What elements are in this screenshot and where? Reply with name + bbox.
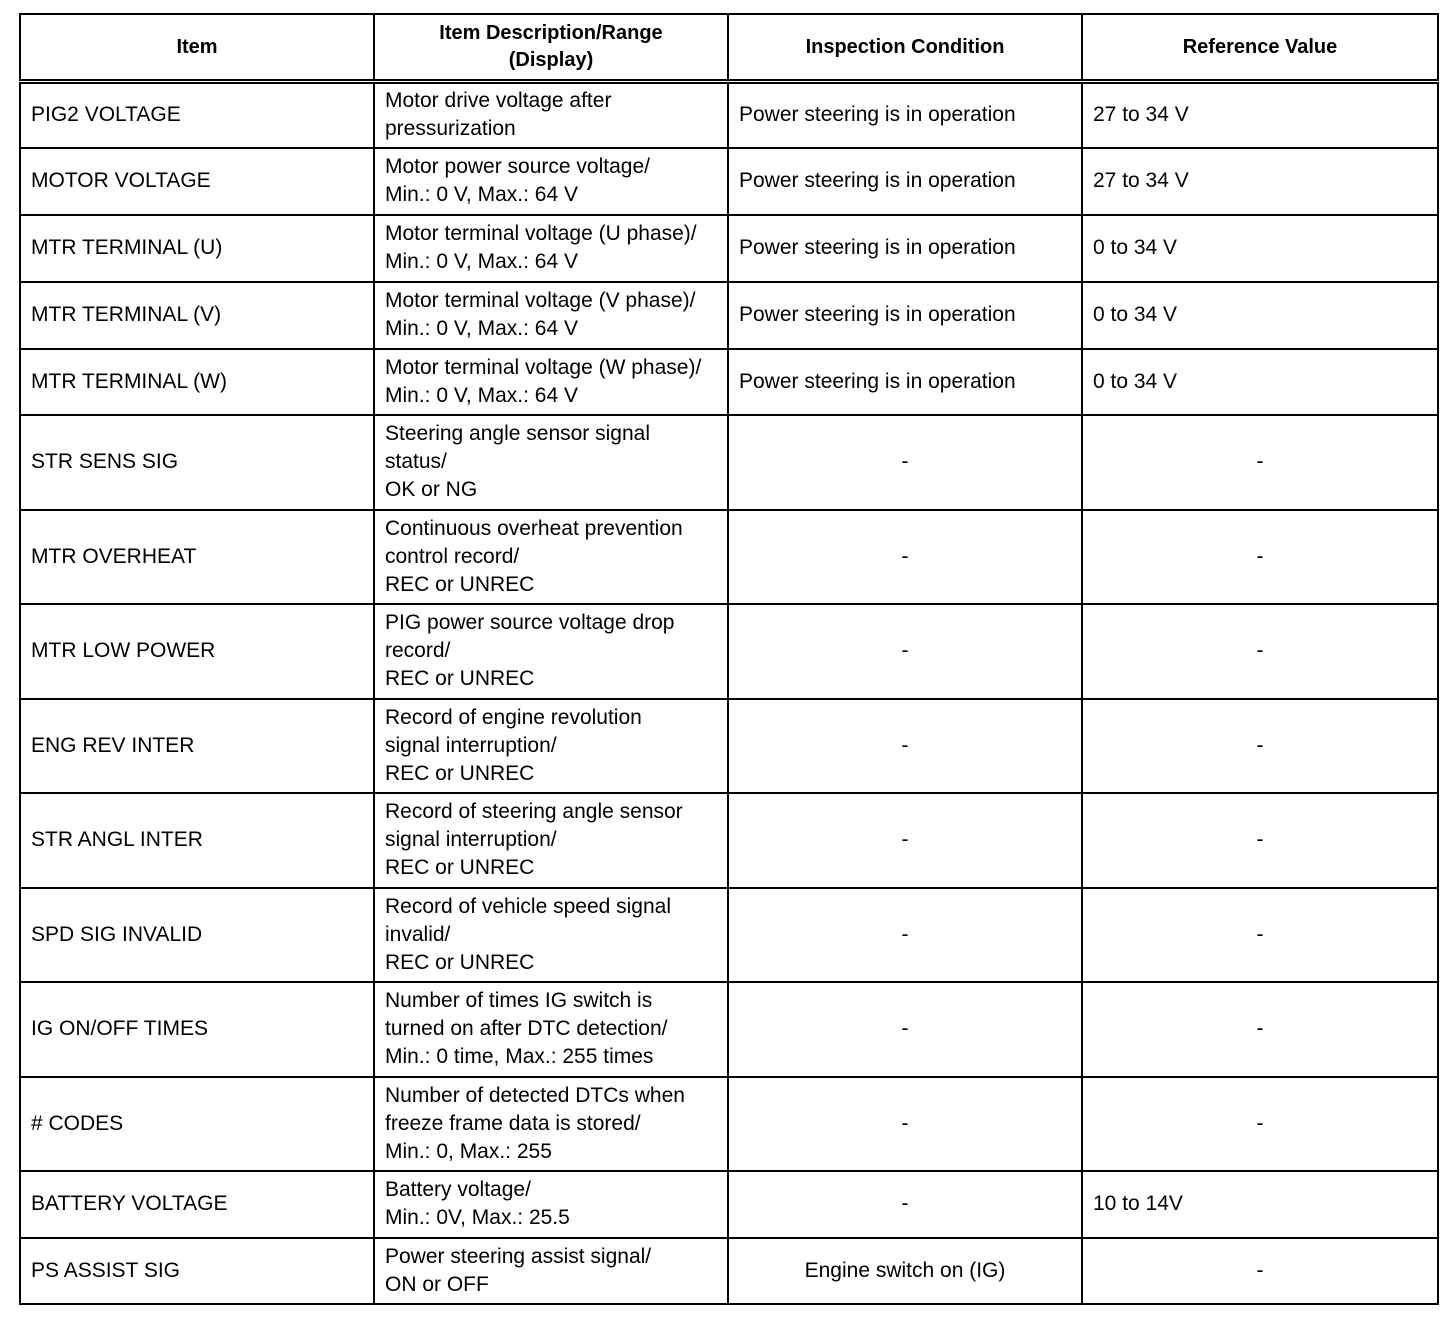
condition-cell: - — [728, 888, 1082, 982]
reference-value-cell: - — [1082, 982, 1438, 1077]
item-cell: MTR TERMINAL (V) — [20, 282, 374, 349]
reference-value-cell: 0 to 34 V — [1082, 349, 1438, 415]
data-table — [19, 13, 1439, 1305]
condition-cell: Engine switch on (IG) — [728, 1238, 1082, 1304]
reference-value-cell: 10 to 14V — [1082, 1171, 1438, 1238]
item-cell: PS ASSIST SIG — [20, 1238, 374, 1304]
reference-value-cell: 27 to 34 V — [1082, 148, 1438, 215]
item-cell: MOTOR VOLTAGE — [20, 148, 374, 215]
description-cell: Record of engine revolution signal interruption/ REC or UNREC — [374, 699, 728, 793]
condition-cell: Power steering is in operation — [728, 148, 1082, 215]
table-row — [20, 510, 1438, 604]
table-row — [20, 699, 1438, 793]
condition-cell: - — [728, 1077, 1082, 1171]
reference-value-cell: 27 to 34 V — [1082, 82, 1438, 148]
table-row — [20, 604, 1438, 699]
reference-value-cell: - — [1082, 699, 1438, 793]
header-row — [20, 14, 1438, 82]
description-cell: Steering angle sensor signal status/ OK or NG — [374, 415, 728, 510]
description-cell: Motor terminal voltage (W phase)/ Min.: 0 V, Max.: 64 V — [374, 349, 728, 415]
reference-value-cell: - — [1082, 793, 1438, 888]
reference-value-cell: 0 to 34 V — [1082, 282, 1438, 349]
description-cell: Power steering assist signal/ ON or OFF — [374, 1238, 728, 1304]
reference-value-cell: - — [1082, 888, 1438, 982]
condition-cell: - — [728, 604, 1082, 699]
item-cell: # CODES — [20, 1077, 374, 1171]
table-row — [20, 349, 1438, 415]
description-cell: Motor terminal voltage (V phase)/ Min.: 0 V, Max.: 64 V — [374, 282, 728, 349]
table-row — [20, 148, 1438, 215]
description-cell: Battery voltage/ Min.: 0V, Max.: 25.5 — [374, 1171, 728, 1238]
reference-value-cell: - — [1082, 415, 1438, 510]
header-description: Item Description/Range (Display) — [374, 14, 728, 82]
description-cell: Record of vehicle speed signal invalid/ REC or UNREC — [374, 888, 728, 982]
description-cell: Number of times IG switch is turned on after DTC detection/ Min.: 0 time, Max.: 255 times — [374, 982, 728, 1077]
table-header — [20, 14, 1438, 82]
item-cell: PIG2 VOLTAGE — [20, 82, 374, 148]
item-cell: STR SENS SIG — [20, 415, 374, 510]
item-cell: SPD SIG INVALID — [20, 888, 374, 982]
description-cell: Motor drive voltage after pressurization — [374, 82, 728, 148]
description-cell: Motor terminal voltage (U phase)/ Min.: 0 V, Max.: 64 V — [374, 215, 728, 282]
reference-value-cell: - — [1082, 510, 1438, 604]
table-row — [20, 1238, 1438, 1304]
item-cell: MTR TERMINAL (U) — [20, 215, 374, 282]
reference-value-cell: - — [1082, 604, 1438, 699]
table-row — [20, 415, 1438, 510]
item-cell: ENG REV INTER — [20, 699, 374, 793]
condition-cell: Power steering is in operation — [728, 215, 1082, 282]
condition-cell: - — [728, 793, 1082, 888]
table-row — [20, 1171, 1438, 1238]
condition-cell: - — [728, 1171, 1082, 1238]
condition-cell: - — [728, 699, 1082, 793]
table-row — [20, 1077, 1438, 1171]
description-cell: Number of detected DTCs when freeze frame data is stored/ Min.: 0, Max.: 255 — [374, 1077, 728, 1171]
item-cell: MTR OVERHEAT — [20, 510, 374, 604]
item-cell: STR ANGL INTER — [20, 793, 374, 888]
table-row — [20, 793, 1438, 888]
item-cell: IG ON/OFF TIMES — [20, 982, 374, 1077]
description-cell: Motor power source voltage/ Min.: 0 V, Max.: 64 V — [374, 148, 728, 215]
condition-cell: Power steering is in operation — [728, 82, 1082, 148]
description-cell: Record of steering angle sensor signal interruption/ REC or UNREC — [374, 793, 728, 888]
table-row — [20, 888, 1438, 982]
item-cell: BATTERY VOLTAGE — [20, 1171, 374, 1238]
table-body — [20, 82, 1438, 1304]
table-row — [20, 215, 1438, 282]
condition-cell: Power steering is in operation — [728, 282, 1082, 349]
item-cell: MTR LOW POWER — [20, 604, 374, 699]
condition-cell: - — [728, 510, 1082, 604]
table-row — [20, 282, 1438, 349]
table-row — [20, 982, 1438, 1077]
item-cell: MTR TERMINAL (W) — [20, 349, 374, 415]
description-cell: Continuous overheat prevention control record/ REC or UNREC — [374, 510, 728, 604]
condition-cell: - — [728, 415, 1082, 510]
header-item: Item — [20, 14, 374, 82]
header-inspection-condition: Inspection Condition — [728, 14, 1082, 82]
reference-value-cell: - — [1082, 1077, 1438, 1171]
reference-value-cell: 0 to 34 V — [1082, 215, 1438, 282]
condition-cell: Power steering is in operation — [728, 349, 1082, 415]
description-cell: PIG power source voltage drop record/ REC or UNREC — [374, 604, 728, 699]
condition-cell: - — [728, 982, 1082, 1077]
reference-value-cell: - — [1082, 1238, 1438, 1304]
table-row — [20, 82, 1438, 148]
header-reference-value: Reference Value — [1082, 14, 1438, 82]
